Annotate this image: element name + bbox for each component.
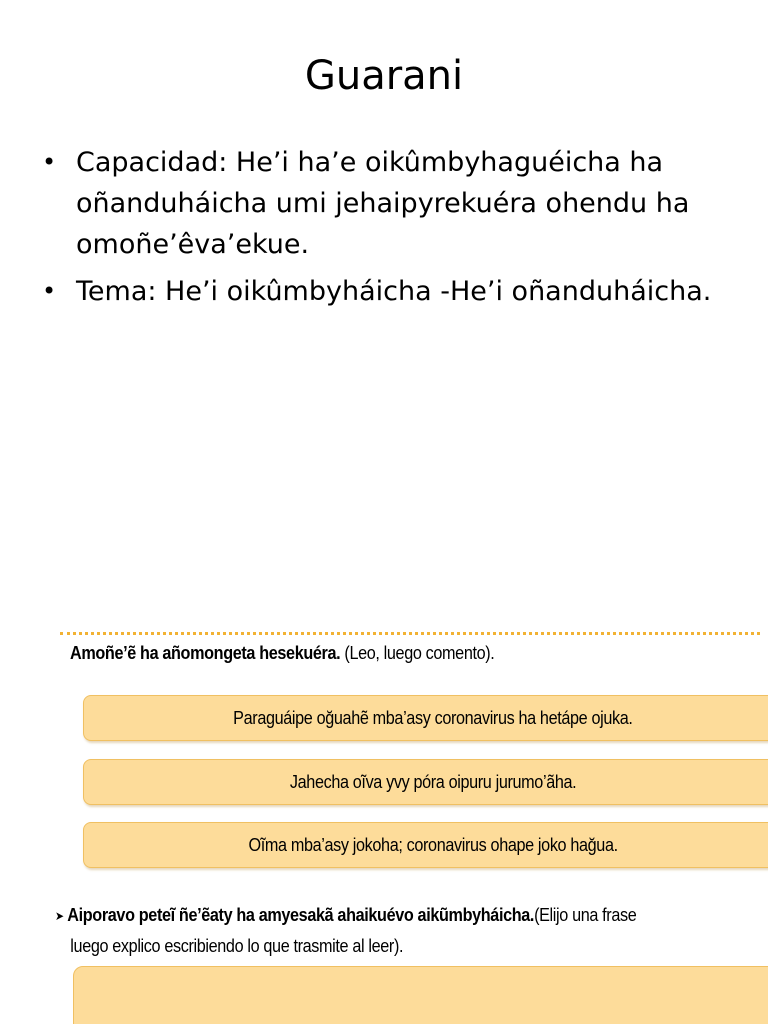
instruction-read-bold: Amoñe’ẽ ha añomongeta hesekuéra.: [70, 643, 341, 663]
sentence-box: [83, 822, 768, 868]
bullet-item-capacidad: [40, 142, 730, 265]
sentence-text: Jahecha oĩva yvy póra oipuru jurumo’ãha.: [289, 771, 577, 792]
instruction-choose-rest: (Elijo una frase: [534, 905, 637, 925]
sentence-box: [83, 695, 768, 741]
sentence-text: Oĩma mba’asy jokoha; coronavirus ohape joko hağua.: [248, 834, 618, 855]
answer-box[interactable]: [73, 966, 768, 1024]
instruction-choose: [55, 900, 636, 961]
slide-title: Guarani: [304, 53, 464, 99]
sentence-text: Paraguáipe oğuahẽ mba’asy coronavirus ha hetápe ojuka.: [233, 707, 633, 728]
bullet-item-tema: [40, 271, 730, 312]
instruction-read-rest: (Leo, luego comento).: [340, 643, 495, 663]
bullet-dot-icon: •: [42, 148, 57, 176]
arrow-bullet-icon: ➤: [55, 909, 64, 924]
instruction-choose-line2: luego explico escribiendo lo que trasmite al leer).: [70, 936, 404, 957]
instruction-choose-bold: Aiporavo peteĩ ñe’ẽaty ha amyesakã ahaikuévo aikũmbyháicha.: [67, 905, 535, 925]
bullet-dot-icon: •: [42, 277, 57, 305]
sentence-box: [83, 759, 768, 805]
activity-image: [55, 628, 768, 1024]
bullet-list: [40, 142, 730, 318]
instruction-read: [70, 642, 494, 664]
dotted-divider: [60, 632, 760, 635]
bullet-text: Tema: He’i oikûmbyháicha -He’i oñanduháicha.: [76, 276, 712, 307]
bullet-text: Capacidad: He’i ha’e oikûmbyhaguéicha ha oñanduháicha umi jehaipyrekuéra ohendu ha omoñe’êva’ekue.: [76, 147, 690, 260]
